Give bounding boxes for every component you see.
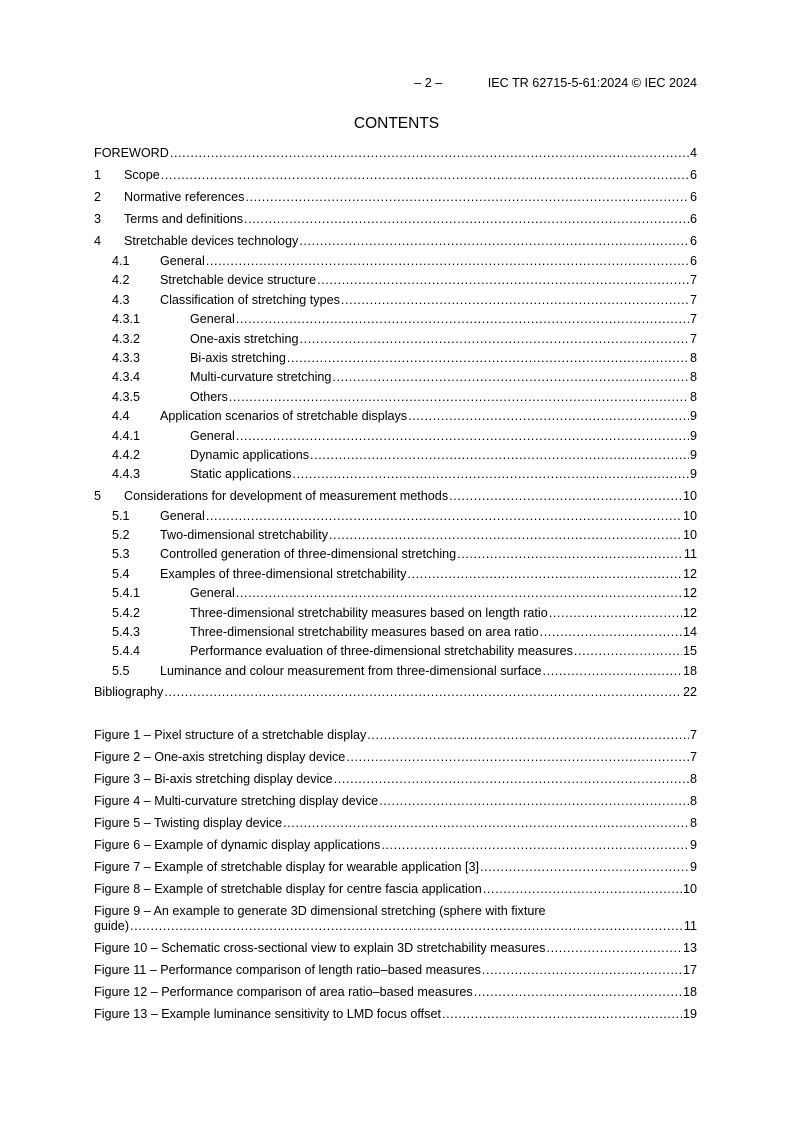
toc-entry-page: 15 <box>682 644 697 659</box>
toc-entry-title: Dynamic applications <box>190 447 309 462</box>
figure-entry-line <box>94 985 697 1000</box>
toc-entry-title: General <box>190 586 235 601</box>
figure-entry-title: Figure 2 – One-axis stretching display device <box>94 749 346 764</box>
toc-entry-title: Normative references <box>124 190 245 204</box>
toc-entry-number: 4.4.1 <box>112 428 141 443</box>
list-of-figures <box>94 724 697 1025</box>
toc-entry[interactable] <box>94 526 697 545</box>
leader-dots <box>483 882 682 897</box>
toc-entry-number: 5.4.4 <box>112 644 141 659</box>
toc-entry-title: Two-dimensional stretchability <box>160 528 328 543</box>
toc-entry-number: 4.3.3 <box>112 350 141 365</box>
leader-dots <box>236 427 689 446</box>
toc-entry[interactable] <box>94 465 697 484</box>
toc-entry-number: 4 <box>94 234 102 248</box>
toc-entry-number: 4.4 <box>112 409 130 424</box>
toc-entry-number: 4.3 <box>112 292 130 307</box>
figure-entry[interactable] <box>94 812 697 834</box>
leader-dots <box>334 772 689 787</box>
toc-entry-number: 5.3 <box>112 547 130 562</box>
toc-entry-page: 9 <box>689 467 697 482</box>
toc-entry-title: Scope <box>124 168 160 182</box>
leader-dots <box>442 1007 682 1022</box>
figure-entry-line <box>94 882 697 897</box>
toc-entry-page: 6 <box>689 168 697 182</box>
toc-entry-page: 6 <box>689 234 697 248</box>
page-header <box>414 76 697 90</box>
toc-entry[interactable] <box>94 368 697 387</box>
leader-dots <box>206 507 682 526</box>
figure-entry-title: Figure 3 – Bi-axis stretching display device <box>94 771 333 786</box>
toc-entry[interactable] <box>94 446 697 465</box>
toc-entry-title: Bibliography <box>94 685 164 700</box>
toc-entry[interactable] <box>94 604 697 623</box>
figure-entry-line <box>94 750 697 765</box>
toc-entry-title: Multi-curvature stretching <box>190 370 332 385</box>
leader-dots <box>381 838 689 853</box>
toc-entry-number: 5.2 <box>112 528 130 543</box>
toc-entry-title: Static applications <box>190 467 292 482</box>
figure-entry[interactable] <box>94 724 697 746</box>
figure-entry-title: Figure 4 – Multi-curvature stretching display device <box>94 793 379 808</box>
toc-entry-number: 5.4 <box>112 566 130 581</box>
figure-entry[interactable] <box>94 768 697 790</box>
toc-entry-page: 6 <box>689 190 697 204</box>
leader-dots <box>236 310 689 329</box>
figure-entry-line <box>94 772 697 787</box>
figure-entry-title: Figure 6 – Example of dynamic display applications <box>94 837 381 852</box>
toc-entry-number: 4.2 <box>112 273 130 288</box>
leader-dots <box>379 794 689 809</box>
leader-dots <box>244 208 689 230</box>
figure-entry-line <box>94 919 697 934</box>
toc-entry-page: 8 <box>689 370 697 385</box>
toc-entry-page: 18 <box>682 663 697 678</box>
figure-entry-line <box>94 963 697 978</box>
toc-entry[interactable] <box>94 545 697 564</box>
toc-entry[interactable] <box>94 485 697 507</box>
toc-entry[interactable] <box>94 271 697 290</box>
figure-entry-line <box>94 816 697 831</box>
leader-dots <box>574 642 682 661</box>
figure-entry-line <box>94 1007 697 1022</box>
figure-entry[interactable] <box>94 959 697 981</box>
toc-entry-page: 7 <box>689 273 697 288</box>
figure-entry-page: 17 <box>682 962 697 977</box>
figure-entry-line <box>94 794 697 809</box>
figure-entry-page: 7 <box>689 749 697 764</box>
toc-entry[interactable] <box>94 291 697 310</box>
toc-entry-number: 4.1 <box>112 254 130 268</box>
table-of-contents <box>94 142 697 703</box>
toc-entry[interactable] <box>94 142 697 164</box>
toc-entry-number: 5.4.3 <box>112 625 141 640</box>
toc-entry-number: 5 <box>94 488 102 503</box>
figure-entry[interactable] <box>94 790 697 812</box>
toc-entry[interactable] <box>94 252 697 271</box>
leader-dots <box>161 164 689 186</box>
toc-entry-number: 4.4.2 <box>112 447 141 462</box>
toc-entry-number: 5.4.1 <box>112 586 141 601</box>
leader-dots <box>245 186 689 208</box>
toc-entry-number: 1 <box>94 168 102 182</box>
page-title: CONTENTS <box>353 115 440 132</box>
toc-entry-page: 10 <box>682 528 697 543</box>
leader-dots <box>293 465 689 484</box>
toc-entry[interactable] <box>94 330 697 349</box>
toc-entry[interactable] <box>94 349 697 368</box>
leader-dots <box>310 446 689 465</box>
toc-entry[interactable] <box>94 623 697 642</box>
toc-entry-number: 5.1 <box>112 508 130 523</box>
toc-entry[interactable] <box>94 230 697 252</box>
toc-entry-title: FOREWORD <box>94 146 169 160</box>
figure-entry-page: 9 <box>689 859 697 874</box>
figure-entry-title: Figure 10 – Schematic cross-sectional view to explain 3D stretchability measures <box>94 940 546 955</box>
toc-entry[interactable] <box>94 407 697 426</box>
leader-dots <box>367 728 689 743</box>
figure-entry-line <box>94 860 697 875</box>
toc-entry-number: 4.3.1 <box>112 312 141 327</box>
toc-entry-page: 14 <box>682 625 697 640</box>
figure-entry-page: 8 <box>689 771 697 786</box>
leader-dots <box>543 662 682 681</box>
toc-entry-page: 8 <box>689 389 697 404</box>
toc-entry-page: 7 <box>689 292 697 307</box>
toc-entry-page: 7 <box>689 331 697 346</box>
figure-entry-line <box>94 838 697 853</box>
toc-entry-page: 22 <box>682 685 697 700</box>
toc-entry-title: Performance evaluation of three-dimensional stretchability measures <box>190 644 573 659</box>
toc-entry[interactable] <box>94 310 697 329</box>
figure-entry-line <box>94 941 697 956</box>
leader-dots <box>482 963 682 978</box>
toc-entry-number: 4.4.3 <box>112 467 141 482</box>
leader-dots <box>300 330 689 349</box>
leader-dots <box>341 291 689 310</box>
toc-entry-page: 12 <box>682 566 697 581</box>
toc-entry-title: Three-dimensional stretchability measures based on area ratio <box>190 625 539 640</box>
leader-dots <box>549 604 682 623</box>
toc-entry[interactable] <box>94 565 697 584</box>
toc-entry-title: Application scenarios of stretchable displays <box>160 409 408 424</box>
toc-entry-page: 11 <box>683 547 697 562</box>
toc-entry[interactable] <box>94 662 697 681</box>
toc-entry-number: 4.3.5 <box>112 389 141 404</box>
toc-entry[interactable] <box>94 584 697 603</box>
figure-entry-page: 8 <box>689 793 697 808</box>
document-id: IEC TR 62715-5-61:2024 © IEC 2024 <box>487 76 697 90</box>
figure-entry-page: 9 <box>689 837 697 852</box>
figure-entry-title: Figure 1 – Pixel structure of a stretchable display <box>94 727 367 742</box>
toc-entry-page: 12 <box>682 586 697 601</box>
leader-dots <box>457 545 683 564</box>
toc-entry[interactable] <box>94 427 697 446</box>
leader-dots <box>283 816 689 831</box>
toc-entry-title: General <box>190 428 235 443</box>
figure-entry-title: Figure 7 – Example of stretchable display for wearable application [3] <box>94 859 480 874</box>
toc-entry-title: Stretchable device structure <box>160 273 317 288</box>
leader-dots <box>317 271 689 290</box>
toc-entry-page: 9 <box>689 428 697 443</box>
figure-entry-line <box>94 728 697 743</box>
toc-entry-title: Others <box>190 389 228 404</box>
figure-entry-page: 7 <box>689 727 697 742</box>
toc-entry-title: Controlled generation of three-dimensional stretching <box>160 547 457 562</box>
leader-dots <box>480 860 689 875</box>
toc-entry[interactable] <box>94 208 697 230</box>
figure-entry-title: Figure 12 – Performance comparison of area ratio–based measures <box>94 984 473 999</box>
figure-entry[interactable] <box>94 878 697 900</box>
figure-entry-page: 19 <box>682 1006 697 1021</box>
leader-dots <box>164 681 682 703</box>
toc-entry-number: 2 <box>94 190 102 204</box>
figure-entry-title: Figure 11 – Performance comparison of length ratio–based measures <box>94 962 481 977</box>
toc-entry[interactable] <box>94 507 697 526</box>
toc-entry[interactable] <box>94 388 697 407</box>
figure-entry-title: Figure 5 – Twisting display device <box>94 815 283 830</box>
figure-entry-page: 11 <box>683 918 697 933</box>
figure-entry-page: 8 <box>689 815 697 830</box>
toc-entry-title: General <box>160 508 205 523</box>
toc-entry-title: Luminance and colour measurement from three-dimensional surface <box>160 663 542 678</box>
toc-entry-page: 9 <box>689 447 697 462</box>
toc-entry-title: Examples of three-dimensional stretchability <box>160 566 407 581</box>
toc-entry-title: Stretchable devices technology <box>124 234 299 248</box>
toc-entry-page: 6 <box>689 254 697 268</box>
leader-dots <box>346 750 689 765</box>
toc-entry-page: 9 <box>689 409 697 424</box>
figure-entry-title-line1: Figure 9 – An example to generate 3D dimensional stretching (sphere with fixture <box>94 903 546 918</box>
toc-entry-page: 8 <box>689 350 697 365</box>
page-number: – 2 – <box>414 76 443 90</box>
toc-entry-title: Three-dimensional stretchability measures based on length ratio <box>190 605 548 620</box>
leader-dots <box>170 142 689 164</box>
figure-entry[interactable] <box>94 746 697 768</box>
figure-entry-page: 13 <box>682 940 697 955</box>
leader-dots <box>540 623 682 642</box>
figure-entry-title: guide) <box>94 918 130 933</box>
leader-dots <box>206 252 689 271</box>
toc-entry-number: 5.4.2 <box>112 605 141 620</box>
figure-entry-page: 18 <box>682 984 697 999</box>
toc-entry-title: General <box>160 254 205 268</box>
toc-entry[interactable] <box>94 186 697 208</box>
leader-dots <box>229 388 689 407</box>
leader-dots <box>287 349 689 368</box>
figure-entry-title: Figure 13 – Example luminance sensitivity to LMD focus offset <box>94 1006 441 1021</box>
toc-entry-page: 10 <box>682 508 697 523</box>
toc-entry-title: Considerations for development of measurement methods <box>124 488 449 503</box>
leader-dots <box>449 485 682 507</box>
leader-dots <box>236 584 682 603</box>
leader-dots <box>130 919 683 934</box>
leader-dots <box>408 407 689 426</box>
toc-entry[interactable] <box>94 642 697 661</box>
leader-dots <box>546 941 682 956</box>
figure-entry[interactable] <box>94 834 697 856</box>
toc-entry-title: Terms and definitions <box>124 212 244 226</box>
toc-entry[interactable] <box>94 681 697 703</box>
toc-entry-number: 3 <box>94 212 102 226</box>
toc-entry-title: One-axis stretching <box>190 331 299 346</box>
toc-entry-page: 12 <box>682 605 697 620</box>
leader-dots <box>332 368 689 387</box>
figure-entry[interactable] <box>94 981 697 1003</box>
toc-entry-page: 6 <box>689 212 697 226</box>
toc-entry-page: 10 <box>682 488 697 503</box>
leader-dots <box>407 565 682 584</box>
figure-entry[interactable] <box>94 1003 697 1025</box>
figure-entry[interactable] <box>94 856 697 878</box>
toc-entry-title: Bi-axis stretching <box>190 350 286 365</box>
leader-dots <box>329 526 682 545</box>
figure-entry[interactable] <box>94 937 697 959</box>
toc-entry-number: 4.3.2 <box>112 331 141 346</box>
figure-entry-page: 10 <box>682 881 697 896</box>
toc-entry-page: 4 <box>689 146 697 160</box>
toc-entry-title: Classification of stretching types <box>160 292 340 307</box>
leader-dots <box>299 230 689 252</box>
toc-entry[interactable] <box>94 164 697 186</box>
toc-entry-title: General <box>190 312 235 327</box>
figure-entry-title: Figure 8 – Example of stretchable display for centre fascia application <box>94 881 482 896</box>
figure-entry[interactable] <box>94 900 697 937</box>
leader-dots <box>474 985 682 1000</box>
toc-entry-page: 7 <box>689 312 697 327</box>
toc-entry-number: 4.3.4 <box>112 370 141 385</box>
toc-entry-number: 5.5 <box>112 663 130 678</box>
